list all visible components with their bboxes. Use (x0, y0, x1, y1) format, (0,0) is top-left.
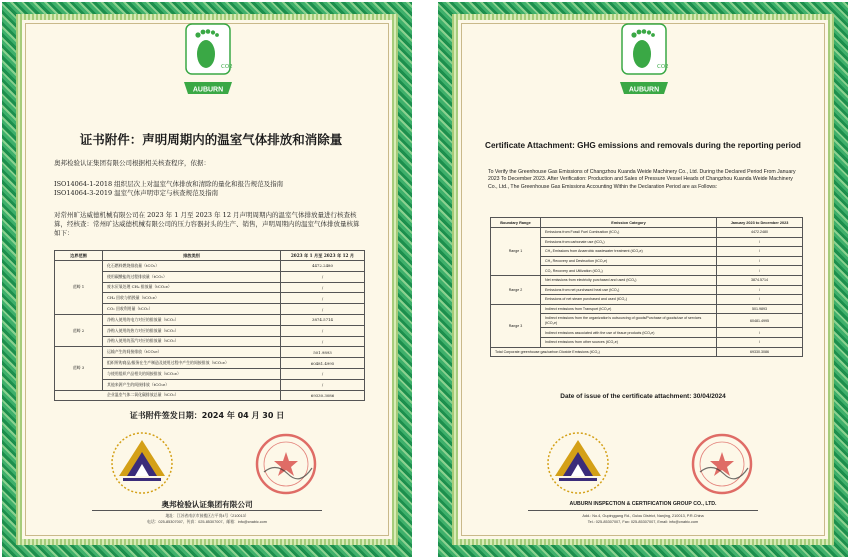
category-cell: 净购入使用的蒸汽对应的排放量（tCO₂） (103, 336, 281, 347)
value-cell: / (717, 256, 803, 266)
value-cell: / (281, 282, 365, 293)
table-row (491, 228, 803, 238)
category-cell: 组织所购商品/服务在生产制造及使用过程中产生的间接排放（tCO₂e） (103, 358, 281, 369)
value-cell: 4472.2480 (281, 261, 365, 272)
svg-text:AUBURN: AUBURN (628, 86, 660, 94)
table-row (55, 261, 365, 272)
verification-text: 对常州旷达威德机械有限公司在 2023 年 1 月至 2023 年 12 月声明周期内的温室气体排放量进行核查核算，经核查：常州旷达威德机械有限公司的压力容器封头的生产、销售，声明周期内的温室气体排放量核算如下： (54, 211, 360, 237)
value-cell: / (281, 304, 365, 315)
header-category: 排放类别 (103, 251, 281, 261)
chinese-certificate (2, 2, 412, 557)
value-cell: 3874.5714 (281, 314, 365, 325)
red-seal-stamp-icon (690, 432, 754, 496)
svg-text:AUBURN: AUBURN (192, 86, 224, 94)
category-cell: Indirect emissions from Transport (tCO₂e) (541, 304, 717, 314)
category-cell: 使用碳酸盐的过程排放量（tCO₂） (103, 271, 281, 282)
value-cell: 60481.4995 (281, 358, 365, 369)
standard-iso14064-1: ISO14064-1-2018 组织层次上对温室气体排放和清除的量化和报告规范及指南 (54, 180, 284, 188)
boundary-cell: Range 3 (491, 304, 541, 347)
value-cell: 501.9893 (717, 304, 803, 314)
boundary-cell: 范畴 3 (55, 347, 103, 390)
footer-divider (92, 510, 322, 511)
red-seal-stamp-icon (254, 432, 318, 496)
svg-text:CO2: CO2 (221, 64, 233, 70)
category-cell: 化石燃料燃烧排放量（tCO₂） (103, 261, 281, 272)
header-boundary: Boundary Range (491, 218, 541, 228)
total-category-cell: 企业温室气体二氧化碳排放总量（tCO₂） (55, 390, 281, 401)
category-cell: Emissions from net purchased heat use (tCO₂) (541, 285, 717, 295)
value-cell: 3874.5714 (717, 275, 803, 285)
total-value-cell: 69330.3086 (717, 347, 803, 357)
table-row (55, 314, 365, 325)
value-cell: / (717, 337, 803, 347)
issuer-address: Add.: No.4, Gupinggang Rd., Gulou District, Nanjing, 210013, P.R.China (582, 514, 704, 518)
table-total-row (491, 347, 803, 357)
table-row (55, 347, 365, 358)
boundary-cell: Range 1 (491, 228, 541, 276)
table-total-row (55, 390, 365, 401)
value-cell: / (717, 285, 803, 295)
auburn-org-logo-icon (109, 430, 175, 496)
category-cell: Indirect emissions from the organization's outsourcing of goods/Purchase of goods/use of services (tCO₂e) (541, 314, 717, 328)
issuer-company-name: 奥邦检验认证集团有限公司 (161, 500, 253, 509)
value-cell: 4472.2480 (717, 228, 803, 238)
category-cell: CH₄ Recovery and Destruction (tCO₂e) (541, 256, 717, 266)
value-cell: / (281, 293, 365, 304)
boundary-cell: 范畴 1 (55, 261, 103, 315)
category-cell: CO₂ 回收利用量（tCO₂） (103, 304, 281, 315)
category-cell: 与使用组织产品相关的间接排放（tCO₂e） (103, 368, 281, 379)
category-cell: 废水厌氧处理 CH₄ 排放量（tCO₂e） (103, 282, 281, 293)
category-cell: Indirect emissions from other sources (tCO₂e) (541, 337, 717, 347)
value-cell: / (717, 237, 803, 247)
footprint-co2-logo-icon (182, 22, 234, 100)
category-cell: 运输产生的间接排放（tCO₂e） (103, 347, 281, 358)
category-cell: CH₄ Emissions from Anaerobic wastewater treatment (tCO₂e) (541, 247, 717, 257)
table-header-row (55, 251, 365, 261)
issuer-contact: Tel.: 025-85307007, Fax: 025-85307007, Email: info@cnabic.com (587, 520, 699, 524)
value-cell: / (717, 266, 803, 276)
table-row (491, 275, 803, 285)
boundary-cell: Range 2 (491, 275, 541, 304)
value-cell: 501.9893 (281, 347, 365, 358)
category-cell: Emissions of net steam purchased and used (tCO₂) (541, 295, 717, 305)
footprint-co2-logo-icon (618, 22, 670, 100)
value-cell: / (281, 368, 365, 379)
footer-divider (528, 510, 758, 511)
boundary-cell: 范畴 2 (55, 314, 103, 346)
category-cell: 净购入使用的电力对应的排放量（tCO₂） (103, 314, 281, 325)
svg-text:CO2: CO2 (657, 64, 669, 70)
category-cell: CH₄ 回收与销毁量（tCO₂e） (103, 293, 281, 304)
category-cell: 其他来源产生的间接排放（tCO₂e） (103, 379, 281, 390)
value-cell: / (281, 379, 365, 390)
attachment-title: 证书附件：声明周期内的温室气体排放和消除量 (79, 132, 343, 147)
category-cell: Net emissions from electricity purchased and used (tCO₂) (541, 275, 717, 285)
total-value-cell: 69330.3086 (281, 390, 365, 401)
emissions-table (490, 217, 803, 357)
value-cell: / (281, 271, 365, 282)
value-cell: / (717, 247, 803, 257)
issuer-company-name: AUBURN INSPECTION & CERTIFICATION GROUP CO., LTD. (569, 501, 717, 507)
value-cell: / (281, 325, 365, 336)
header-boundary: 边界范围 (55, 251, 103, 261)
header-period: January 2023 to December 2023 (717, 218, 803, 228)
category-cell: Indirect emissions associated with the use of tissue products (tCO₂e) (541, 328, 717, 338)
standard-iso14064-3: ISO14064-3-2019 温室气体声明审定与核查规范及指南 (54, 189, 219, 197)
category-cell: Emissions from Fossil Fuel Combustion (tCO₂) (541, 228, 717, 238)
table-row (491, 304, 803, 314)
value-cell: / (717, 328, 803, 338)
table-header-row (491, 218, 803, 228)
value-cell: 60481.4995 (717, 314, 803, 328)
issuer-address: 地址：江苏省南京市鼓楼区古平岗4号（210013） (165, 514, 249, 518)
intro-text: 奥邦检验认证集团有限公司根据相关核查程序，依据： (54, 159, 210, 167)
header-category: Emission Category (541, 218, 717, 228)
category-cell: 净购入使用的热力对应的排放量（tCO₂） (103, 325, 281, 336)
attachment-title: Certificate Attachment: GHG emissions and removals during the reporting period (485, 141, 801, 150)
value-cell: / (281, 336, 365, 347)
issue-date: 证书附件签发日期：2024 年 04 月 30 日 (129, 411, 285, 420)
category-cell: Emissions from carbonate use (tCO₂) (541, 237, 717, 247)
category-cell: CO₂ Recovery and Utilization (tCO₂) (541, 266, 717, 276)
issuer-contact: 电话：025-85307007、传真：025-85307007、邮箱：info@cnabic.com (147, 520, 267, 524)
intro-text: To Verify the Greenhouse Gas Emissions of Changzhou Kuanda Weide Machinery Co., Ltd. During the Declared Period From January 2023 To December 2023. After Verification: Production and Sales of Pressure Vessel Heads of Changzhou Kuanda Weide Machinery Co., Ltd., The Greenhouse Gas Emissions Accounting Within the Declaration Period are as Follows: (488, 169, 796, 190)
total-category-cell: Total Corporate greenhouse gas/carbon Dioxide Emissions (tCO₂) (491, 347, 717, 357)
issue-date: Date of issue of the certificate attachment: 30/04/2024 (560, 393, 726, 400)
value-cell: / (717, 295, 803, 305)
auburn-org-logo-icon (545, 430, 611, 496)
english-certificate (438, 2, 848, 557)
header-period: 2023 年 1 月至 2023 年 12 月 (281, 251, 365, 261)
emissions-table (54, 250, 365, 401)
